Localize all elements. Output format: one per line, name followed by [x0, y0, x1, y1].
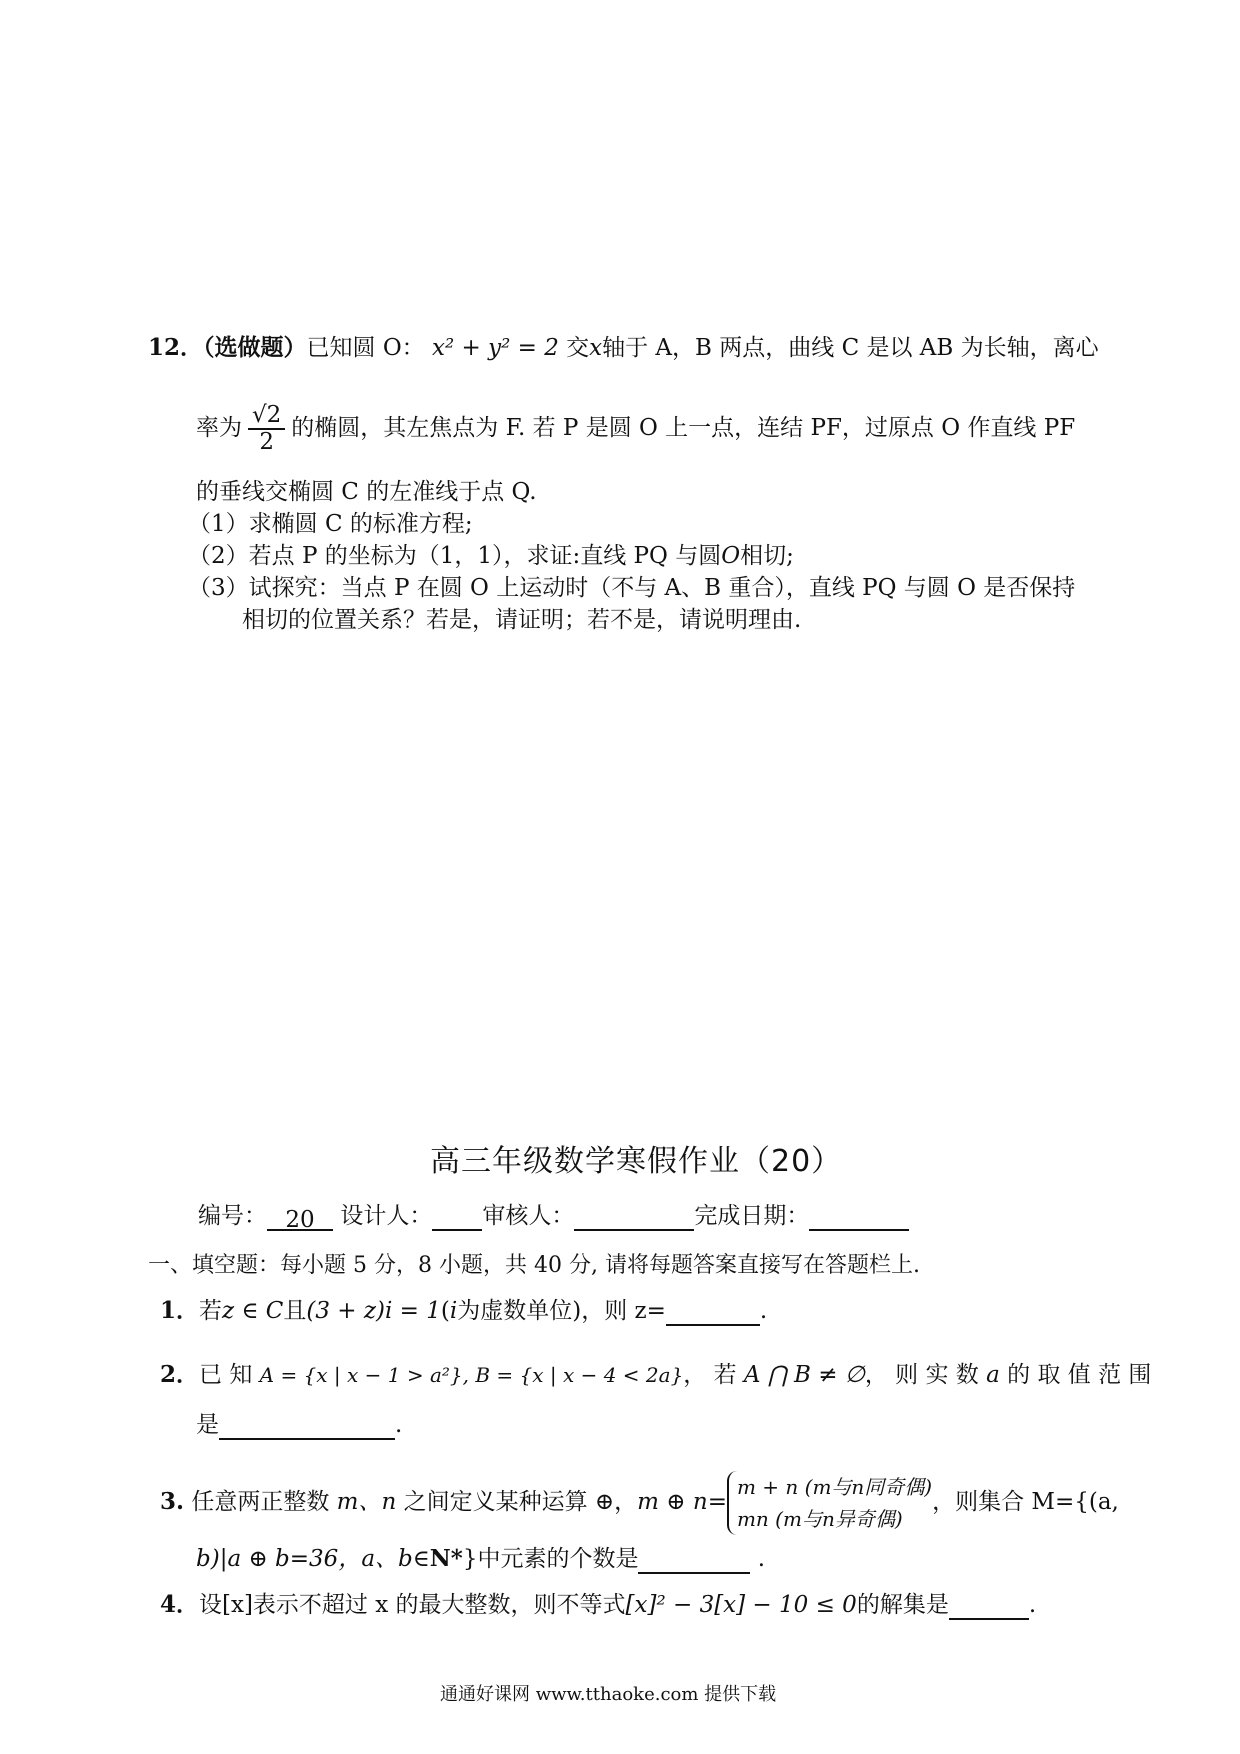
question-4 — [160, 1590, 1036, 1620]
problem-12-part-1: （1）求椭圆 C 的标准方程; — [188, 511, 473, 537]
problem-text: 已知圆 O： — [306, 335, 425, 361]
reviewer-blank — [574, 1205, 694, 1231]
math-expr: (3 + z)i = 1 — [306, 1298, 441, 1324]
question-text: 设[x]表示不超过 x 的最大整数，则不等式 — [199, 1592, 626, 1618]
problem-12-line-1 — [148, 333, 1099, 363]
question-2 — [160, 1360, 1151, 1390]
number-label: 编号： — [198, 1203, 267, 1229]
answer-blank — [949, 1594, 1029, 1620]
natural-numbers-symbol: N* — [429, 1545, 463, 1572]
question-1 — [160, 1296, 767, 1326]
question-text: 若 — [199, 1298, 223, 1324]
question-text: }中元素的个数是 — [462, 1546, 639, 1572]
question-number: 2． — [160, 1361, 200, 1388]
question-text: ， 若 — [683, 1362, 737, 1388]
question-text: 之间定义某种运算 ⊕， — [403, 1489, 638, 1515]
problem-12-part-2 — [188, 541, 794, 571]
case-1: m + n (m与n同奇偶) — [736, 1475, 933, 1499]
question-3-line-2 — [196, 1544, 765, 1574]
question-text: ( — [440, 1298, 450, 1324]
date-blank — [809, 1205, 909, 1231]
math-expr: [x]² − 3[x] − 10 ≤ 0 — [625, 1592, 857, 1618]
designer-label: 设计人： — [340, 1203, 433, 1229]
problem-text: 率为 — [196, 415, 242, 441]
problem-text: 交 — [566, 335, 590, 361]
math-expr: A ⋂ B ≠ ∅ — [743, 1362, 865, 1388]
problem-number: 12． — [148, 334, 204, 361]
math-expr: z ∈ C — [222, 1298, 284, 1324]
piecewise-cases — [727, 1471, 932, 1535]
question-text: 且 — [283, 1298, 307, 1324]
math-expr: A = {x | x − 1 > a²}, B = {x | x − 4 < 2a} — [259, 1363, 684, 1387]
eccentricity-fraction — [248, 403, 285, 456]
answer-blank — [219, 1414, 395, 1440]
footer-watermark: 通通好课网 www.tthaoke.com 提供下载 — [440, 1684, 777, 1705]
question-text: ，则集合 M={(a, — [932, 1489, 1119, 1515]
question-text: 的解集是 — [856, 1592, 949, 1618]
date-label: 完成日期： — [694, 1203, 810, 1229]
question-text: 是 — [196, 1412, 219, 1438]
math-var: a — [986, 1362, 1000, 1388]
question-text: 的 取 值 范 围 — [1007, 1362, 1152, 1388]
question-3 — [160, 1470, 1119, 1535]
problem-12-line-3: 的垂线交椭圆 C 的左准线于点 Q. — [196, 479, 537, 505]
math-var: x — [589, 335, 603, 361]
question-text: ， 则 实 数 — [864, 1362, 979, 1388]
circle-equation: x² + y² = 2 — [432, 335, 559, 361]
section-header: 一、填空题：每小题 5 分，8 小题，共 40 分, 请将每题答案直接写在答题栏上. — [148, 1253, 920, 1278]
problem-text: 轴于 A，B 两点，曲线 C 是以 AB 为长轴，离心 — [602, 335, 1099, 361]
question-text: 为虚数单位)，则 z= — [457, 1298, 666, 1324]
problem-text: 相切; — [740, 543, 794, 569]
problem-12-part-3-line-1: （3）试探究：当点 P 在圆 O 上运动时（不与 A、B 重合），直线 PQ 与圆 O 是否保持 — [188, 575, 1076, 601]
page-title: 高三年级数学寒假作业（20） — [430, 1144, 843, 1179]
problem-tag: （选做题） — [203, 334, 307, 361]
question-number: 4． — [160, 1591, 200, 1618]
meta-line — [198, 1201, 909, 1231]
question-2-line-2 — [196, 1410, 402, 1440]
question-number: 3. — [160, 1488, 185, 1515]
math-expr: m、n — [336, 1489, 397, 1515]
question-text: b)|a ⊕ b=36，a、b∈ — [196, 1546, 430, 1572]
problem-text: （2）若点 P 的坐标为（1，1），求证:直线 PQ 与圆 — [188, 543, 722, 569]
question-text: . — [759, 1298, 768, 1324]
question-number: 1． — [160, 1297, 200, 1324]
question-text: . — [1028, 1592, 1037, 1618]
designer-blank — [432, 1205, 482, 1231]
number-value: 20 — [267, 1205, 333, 1231]
answer-blank — [666, 1300, 760, 1326]
case-2: mn (m与n异奇偶) — [736, 1507, 903, 1531]
problem-text: 的椭圆，其左焦点为 F. 若 P 是圆 O 上一点，连结 PF，过原点 O 作直线 PF — [291, 415, 1076, 441]
math-var: O — [721, 543, 741, 569]
fraction-denominator: 2 — [259, 429, 274, 455]
question-text: . — [757, 1546, 766, 1572]
math-var: i — [449, 1298, 458, 1324]
question-text: . — [395, 1412, 403, 1438]
reviewer-label: 审核人： — [482, 1203, 575, 1229]
problem-12-line-2 — [196, 398, 1075, 458]
math-expr: m ⊕ n= — [637, 1489, 727, 1515]
question-text: 已 知 — [199, 1362, 253, 1388]
answer-blank — [638, 1548, 750, 1574]
question-text: 任意两正整数 — [191, 1489, 330, 1515]
fraction-numerator: √2 — [248, 403, 285, 430]
problem-12-part-3-line-2: 相切的位置关系？若是，请证明；若不是，请说明理由. — [242, 607, 802, 633]
